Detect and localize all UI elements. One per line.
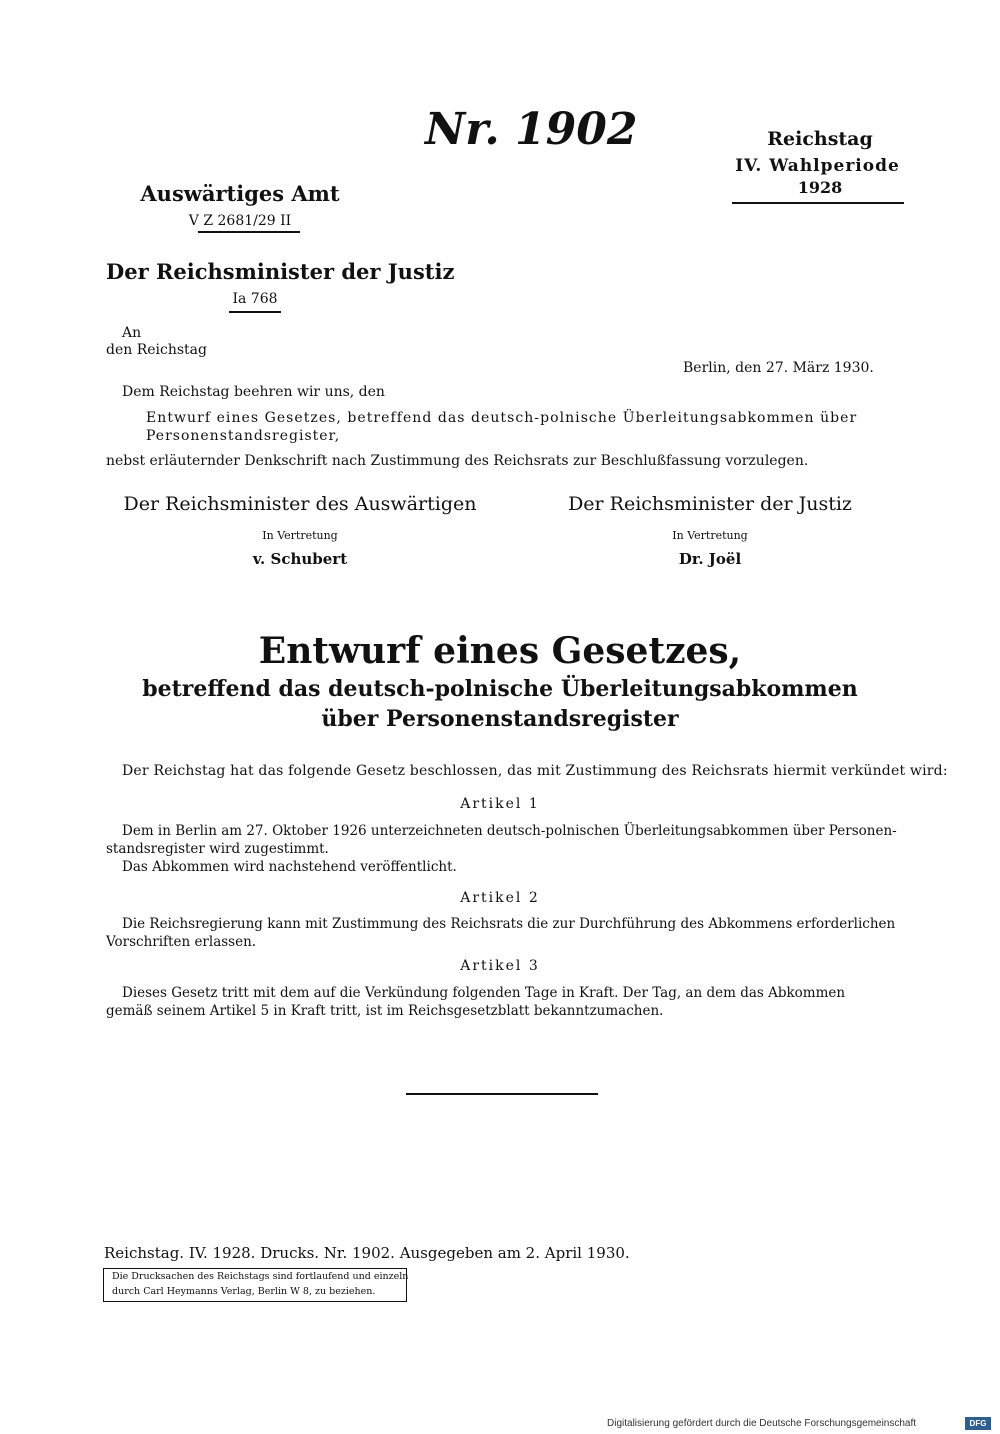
footer-imprint: Reichstag. IV. 1928. Drucks. Nr. 1902. Ausgegeben am 2. April 1930. — [104, 1244, 630, 1262]
draft-title: Entwurf eines Gesetzes, — [258, 630, 742, 672]
minister-ref-underline — [229, 311, 281, 313]
digitization-credit: Digitalisierung gefördert durch die Deutsche Forschungsgemeinschaft — [607, 1418, 917, 1429]
letter-subject-line2: Personenstandsregister, — [146, 428, 341, 444]
signature-right-name: Dr. Joël — [678, 550, 742, 568]
article-2-line2: Vorschriften erlassen. — [106, 934, 257, 950]
parliament-name: Reichstag — [767, 128, 873, 150]
minister-name: Der Reichsminister der Justiz — [106, 259, 455, 284]
distribution-line2: durch Carl Heymanns Verlag, Berlin W 8, zu beziehen. — [112, 1286, 376, 1297]
article-3-heading: Artikel 3 — [460, 958, 540, 974]
draft-subtitle2: über Personenstandsregister — [321, 706, 679, 732]
document-number: Nr. 1902 — [425, 104, 638, 155]
article-1-line3: Das Abkommen wird nachstehend veröffentlicht. — [122, 859, 457, 875]
article-3-line1: Dieses Gesetz tritt mit dem auf die Verkündung folgenden Tage in Kraft. Der Tag, an dem das Abkommen — [122, 985, 846, 1001]
article-1-line2: standsregister wird zugestimmt. — [106, 841, 329, 857]
letter-closing: nebst erläuternder Denkschrift nach Zustimmung des Reichsrats zur Beschlußfassung vorzulegen. — [106, 453, 809, 469]
minister-ref: Ia 768 — [232, 291, 278, 307]
office-ref-underline — [198, 231, 300, 233]
signature-right-title: Der Reichsminister der Justiz — [568, 493, 852, 515]
article-2-line1: Die Reichsregierung kann mit Zustimmung des Reichsrats die zur Durchführung des Abkommens erforderlichen — [122, 916, 896, 932]
end-divider — [406, 1093, 598, 1095]
dfg-logo: DFG — [965, 1417, 991, 1430]
letter-subject-line1: Entwurf eines Gesetzes, betreffend das deutsch-polnische Überleitungsabkommen über — [146, 410, 858, 426]
article-2-heading: Artikel 2 — [460, 890, 540, 906]
article-3-line2: gemäß seinem Artikel 5 in Kraft tritt, ist im Reichsgesetzblatt bekanntzumachen. — [106, 1003, 664, 1019]
article-1-heading: Artikel 1 — [460, 796, 540, 812]
distribution-line1: Die Drucksachen des Reichstags sind fortlaufend und einzeln — [112, 1271, 409, 1282]
letter-intro: Dem Reichstag beehren wir uns, den — [122, 384, 385, 400]
distribution-box — [103, 1268, 407, 1302]
office-ref: V Z 2681/29 II — [188, 213, 292, 229]
draft-preamble: Der Reichstag hat das folgende Gesetz beschlossen, das mit Zustimmung des Reichsrats hiermit verkündet wird: — [122, 763, 948, 779]
signature-left-title: Der Reichsminister des Auswärtigen — [123, 493, 477, 515]
place-date: Berlin, den 27. März 1930. — [683, 360, 874, 376]
recipient-line2: den Reichstag — [106, 342, 207, 358]
draft-subtitle1: betreffend das deutsch-polnische Überleitungsabkommen — [142, 676, 858, 702]
signature-left-role: In Vertretung — [262, 529, 338, 542]
parliament-underline — [732, 202, 904, 204]
signature-right-role: In Vertretung — [672, 529, 748, 542]
recipient-line1: An — [122, 325, 142, 341]
parliament-year: 1928 — [797, 178, 843, 197]
office-name: Auswärtiges Amt — [140, 181, 340, 206]
signature-left-name: v. Schubert — [252, 550, 348, 568]
parliament-period: IV. Wahlperiode — [735, 156, 900, 176]
article-1-line1: Dem in Berlin am 27. Oktober 1926 unterzeichneten deutsch-polnischen Überleitungsabkommen über Personen- — [122, 823, 897, 839]
